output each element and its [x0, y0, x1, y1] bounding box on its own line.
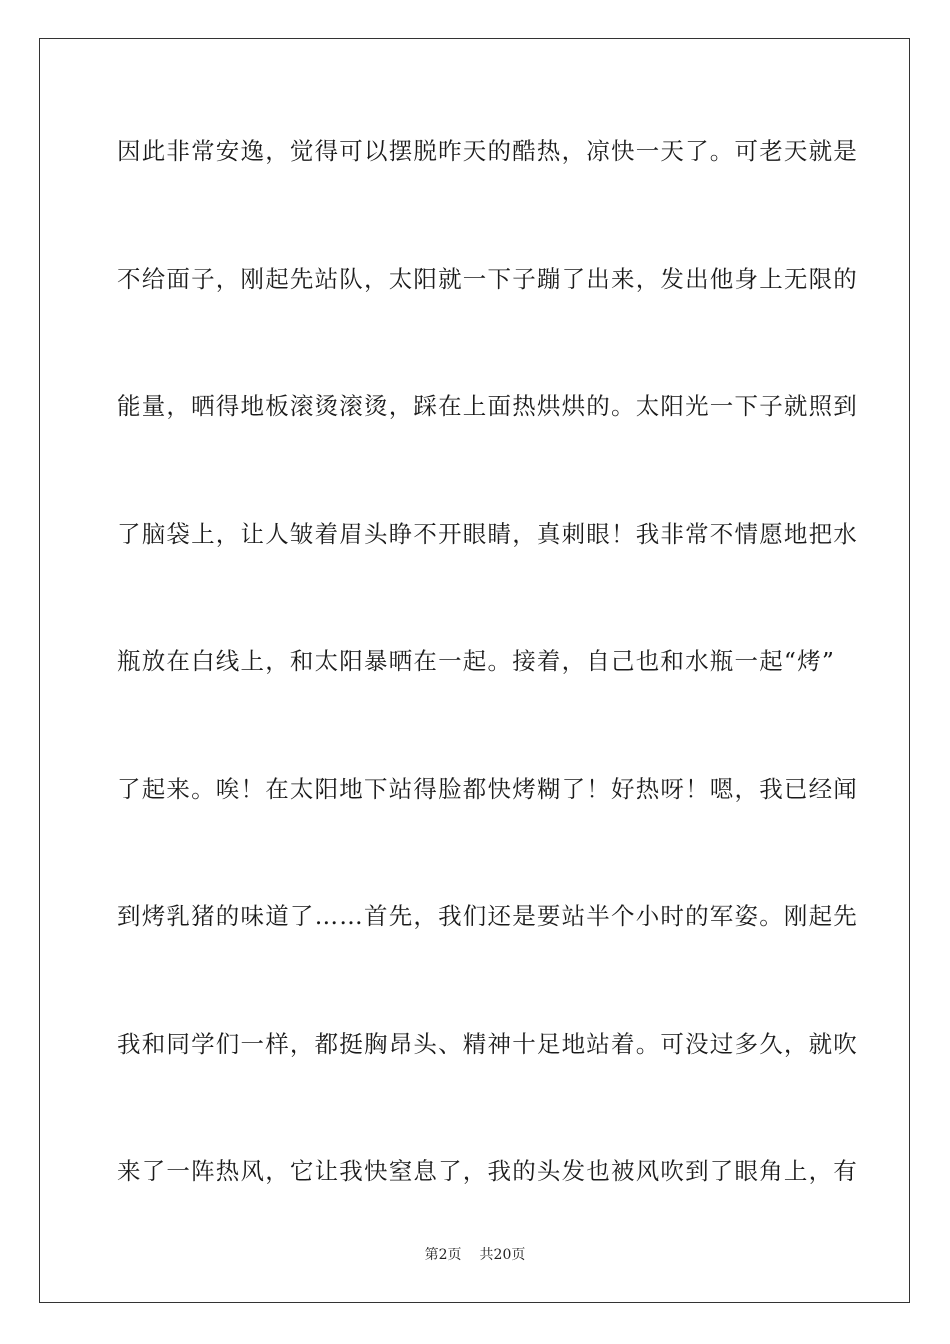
text-line-7: 到烤乳猪的味道了……首先，我们还是要站半个小时的军姿。刚起先 [117, 902, 858, 930]
text-line-9: 来了一阵热风，它让我快窒息了，我的头发也被风吹到了眼角上，有 [117, 1157, 858, 1185]
page-footer [0, 1245, 950, 1265]
page-total: 共20页 [479, 1247, 526, 1263]
text-line-8: 我和同学们一样，都挺胸昂头、精神十足地站着。可没过多久，就吹 [117, 1029, 858, 1058]
text-line-5: 瓶放在白线上，和太阳暴晒在一起。接着，自己也和水瓶一起“烤” [117, 647, 836, 675]
text-line-3: 能量，晒得地板滚烫滚烫，踩在上面热烘烘的。太阳光一下子就照到 [117, 392, 858, 420]
document-body [117, 128, 858, 1276]
text-line-1: 因此非常安逸，觉得可以摆脱昨天的酷热，凉快一天了。可老天就是 [117, 137, 858, 165]
page-number: 第2页 [424, 1247, 462, 1263]
text-line-6: 了起来。唉！在太阳地下站得脸都快烤糊了！好热呀！嗯，我已经闻 [117, 774, 858, 803]
text-line-2: 不给面子，刚起先站队，太阳就一下子蹦了出来，发出他身上无限的 [117, 264, 858, 293]
text-line-4: 了脑袋上，让人皱着眉头睁不开眼睛，真刺眼！我非常不情愿地把水 [117, 519, 858, 548]
